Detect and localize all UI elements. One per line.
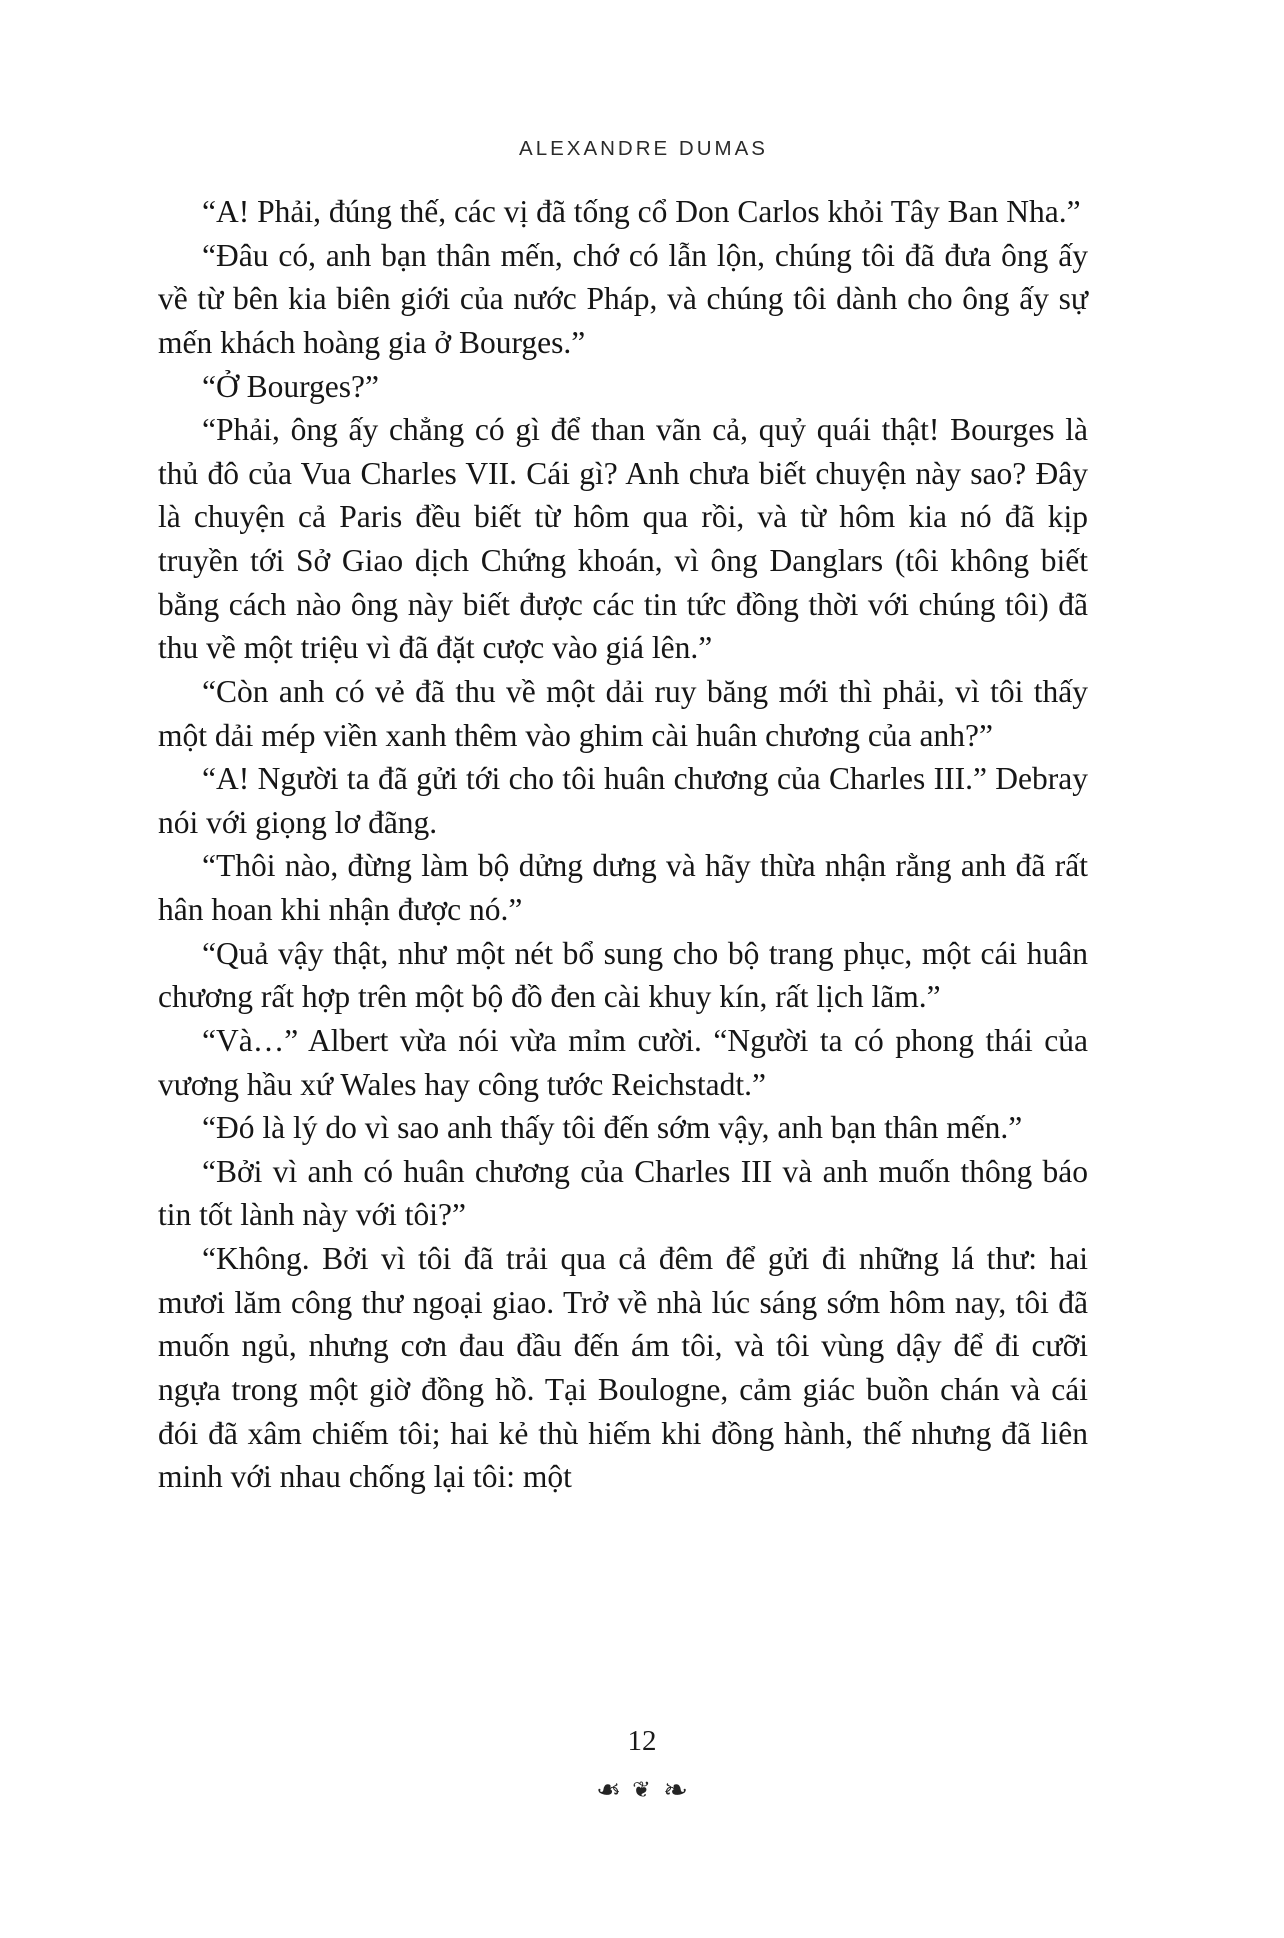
paragraph: “Không. Bởi vì tôi đã trải qua cả đêm để gửi đi những lá thư: hai mươi lăm công thư ngoại giao. Trở về nhà lúc sáng sớm hôm nay, tôi đã muốn ngủ, nhưng cơn đau đầu đến ám tôi, và tôi vùng dậy để đi cưỡi ngựa trong một giờ đồng hồ. Tại Boulogne, cảm giác buồn chán và cái đói đã xâm chiếm tôi; hai kẻ thù hiếm khi đồng hành, thế nhưng đã liên minh với nhau chống lại tôi: một (158, 1241, 1088, 1495)
paragraph: “Bởi vì anh có huân chương của Charles III và anh muốn thông báo tin tốt lành này với tôi?” (158, 1153, 1088, 1233)
flourish-right-icon: ❧ (662, 1772, 690, 1808)
paragraph: “A! Phải, đúng thế, các vị đã tống cổ Don Carlos khỏi Tây Ban Nha.” (202, 194, 1081, 229)
paragraph: “Ở Bourges?” (202, 368, 379, 404)
ornament-divider (0, 1772, 1284, 1808)
running-head: ALEXANDRE DUMAS (519, 137, 768, 160)
paragraph: “Thôi nào, đừng làm bộ dửng dưng và hãy thừa nhận rằng anh đã rất hân hoan khi nhận được nó.” (158, 848, 1088, 927)
paragraph: “Đó là lý do vì sao anh thấy tôi đến sớm vậy, anh bạn thân mến.” (202, 1110, 1023, 1146)
flourish-left-icon: ❧ (594, 1772, 622, 1808)
paragraph: “Còn anh có vẻ đã thu về một dải ruy băng mới thì phải, vì tôi thấy một dải mép viền xanh thêm vào ghim cài huân chương của anh?” (158, 673, 1088, 753)
paragraph: “Quả vậy thật, như một nét bổ sung cho bộ trang phục, một cái huân chương rất hợp trên một bộ đồ đen cài khuy kín, rất lịch lãm.” (158, 935, 1088, 1015)
body-text-column (158, 190, 1088, 1499)
paragraph: “Và…” Albert vừa nói vừa mỉm cười. “Người ta có phong thái của vương hầu xứ Wales hay công tước Reichstadt.” (158, 1022, 1088, 1102)
page-number: 12 (627, 1725, 657, 1757)
paragraph: “Phải, ông ấy chẳng có gì để than vãn cả, quỷ quái thật! Bourges là thủ đô của Vua Charles VII. Cái gì? Anh chưa biết chuyện này sao? Đây là chuyện cả Paris đều biết từ hôm qua rồi, và từ hôm kia nó đã kịp truyền tới Sở Giao dịch Chứng khoán, vì ông Danglars (tôi không biết bằng cách nào ông này biết được các tin tức đồng thời với chúng tôi) đã thu về một triệu vì đã đặt cược vào giá lên.” (158, 412, 1088, 666)
paragraph: “A! Người ta đã gửi tới cho tôi huân chương của Charles III.” Debray nói với giọng lơ đãng. (158, 761, 1088, 840)
paragraph: “Đâu có, anh bạn thân mến, chớ có lẫn lộn, chúng tôi đã đưa ông ấy về từ bên kia biên giới của nước Pháp, và chúng tôi dành cho ông ấy sự mến khách hoàng gia ở Bourges.” (158, 237, 1088, 360)
flourish-center-icon: ❦ (632, 1778, 652, 1803)
